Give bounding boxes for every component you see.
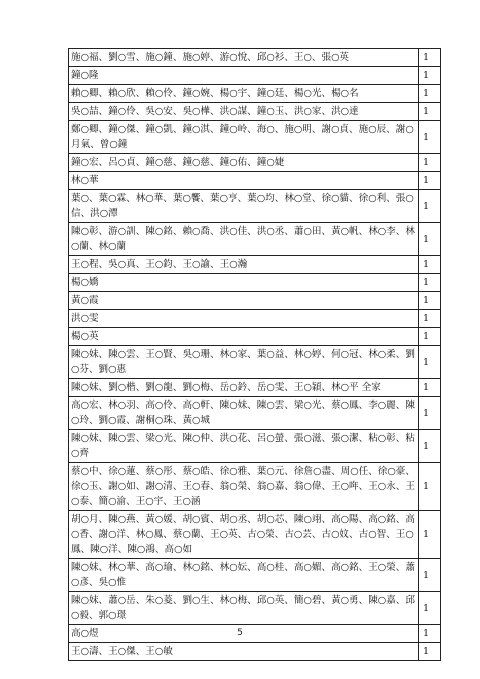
count-cell: 1 <box>419 511 441 559</box>
table-row <box>69 172 441 190</box>
count-cell: 1 <box>419 559 441 592</box>
count-cell: 1 <box>419 292 441 310</box>
table-row <box>69 328 441 346</box>
names-cell: 高○宏、林○羽、高○伶、高○軒、陳○妹、陳○雲、梁○光、蔡○鳳、李○麗、陳○玲、劉○霞、謝桐○珠、黃○城 <box>69 397 419 430</box>
table-row <box>69 430 441 463</box>
table-row <box>69 379 441 397</box>
names-cell: 黃○霞 <box>69 292 419 310</box>
names-cell: 鐘○隆 <box>69 67 419 85</box>
count-cell: 1 <box>419 592 441 625</box>
table-row <box>69 643 441 661</box>
count-cell: 1 <box>419 49 441 67</box>
table-row <box>69 592 441 625</box>
names-cell: 楊○嬌 <box>69 274 419 292</box>
names-cell: 施○福、劉○雪、施○鐘、施○婷、游○悅、邱○衫、王○、張○英 <box>69 49 419 67</box>
table-row <box>69 256 441 274</box>
table-row <box>69 310 441 328</box>
names-cell: 陳○妹、陳○雲、王○賢、吳○珊、林○家、葉○益、林○婷、何○冠、林○柔、劉○芬、劉○惠 <box>69 346 419 379</box>
names-cell: 林○華 <box>69 172 419 190</box>
count-cell: 1 <box>419 379 441 397</box>
count-cell: 1 <box>419 643 441 661</box>
count-cell: 1 <box>419 223 441 256</box>
names-cell: 高○煜 <box>69 625 419 643</box>
table-row <box>69 85 441 103</box>
count-cell: 1 <box>419 190 441 223</box>
count-cell: 1 <box>419 256 441 274</box>
count-cell: 1 <box>419 274 441 292</box>
table-row <box>69 223 441 256</box>
names-cell: 胡○月、陳○燕、黃○媛、胡○賓、胡○丞、胡○芯、陳○翊、高○陽、高○銘、高○香、謝○洋、林○鳳、蔡○蘭、王○英、古○榮、古○芸、古○妏、古○智、王○鳳、陳○洋、陳○鴻、高○如 <box>69 511 419 559</box>
count-cell: 1 <box>419 310 441 328</box>
names-cell: 賴○卿、賴○欣、賴○伶、鐘○婉、楊○宇、鐘○廷、楊○光、楊○名 <box>69 85 419 103</box>
names-cell: 蔡○中、徐○蓮、蔡○彤、蔡○皓、徐○雅、葉○元、徐詹○盡、周○任、徐○豪、徐○玉、謝○如、謝○清、王○春、翁○榮、翁○嘉、翁○偉、王○哖、王○永、王○泰、簡○渝、王○宇、王○涵 <box>69 463 419 511</box>
names-table-body <box>69 49 441 661</box>
names-cell: 鐘○宏、呂○貞、鐘○慈、鐘○慈、鐘○佑、鐘○婕 <box>69 154 419 172</box>
count-cell: 1 <box>419 430 441 463</box>
page-number: 5 <box>237 628 243 638</box>
count-cell: 1 <box>419 85 441 103</box>
names-cell: 王○濤、王○傑、王○敏 <box>69 643 419 661</box>
count-cell: 1 <box>419 397 441 430</box>
table-row <box>69 292 441 310</box>
count-cell: 1 <box>419 463 441 511</box>
names-cell: 吳○喆、鐘○伶、吳○安、吳○樺、洪○謀、鐘○玉、洪○家、洪○達 <box>69 103 419 121</box>
table-row <box>69 154 441 172</box>
names-cell: 王○程、吳○真、王○鈞、王○諭、王○瀚 <box>69 256 419 274</box>
table-row <box>69 397 441 430</box>
count-cell: 1 <box>419 346 441 379</box>
table-row <box>69 121 441 154</box>
names-cell: 陳○妹、陳○雲、梁○光、陳○仲、洪○花、呂○螢、張○滋、張○潔、粘○彰、粘○齊 <box>69 430 419 463</box>
table-row <box>69 67 441 85</box>
table-row <box>69 103 441 121</box>
names-cell: 陳○妹、林○華、高○瑜、林○銘、林○妘、高○桂、高○媚、高○銘、王○榮、蕭○彥、吳○惟 <box>69 559 419 592</box>
names-cell: 葉○、葉○霖、林○華、葉○饗、葉○亨、葉○均、林○堂、徐○貓、徐○利、張○信、洪○潭 <box>69 190 419 223</box>
names-cell: 楊○英 <box>69 328 419 346</box>
count-cell: 1 <box>419 625 441 643</box>
table-row <box>69 559 441 592</box>
table-row <box>69 346 441 379</box>
table-row <box>69 190 441 223</box>
table-row <box>69 49 441 67</box>
table-row <box>69 274 441 292</box>
names-cell: 陳○妹、劉○楷、劉○龍、劉○梅、岳○鈐、岳○雯、王○穎、林○平 全家 <box>69 379 419 397</box>
count-cell: 1 <box>419 67 441 85</box>
count-cell: 1 <box>419 328 441 346</box>
count-cell: 1 <box>419 172 441 190</box>
count-cell: 1 <box>419 121 441 154</box>
table-row <box>69 463 441 511</box>
count-cell: 1 <box>419 103 441 121</box>
names-cell: 陳○彰、游○訓、陳○銘、賴○喬、洪○佳、洪○丞、蕭○田、黃○帆、林○李、林○蘭、林○蘭 <box>69 223 419 256</box>
names-cell: 陳○妹、蕭○岳、朱○菱、劉○生、林○梅、邱○英、簡○碧、黃○勇、陳○嘉、邱○毅、郭○璟 <box>69 592 419 625</box>
table-row <box>69 511 441 559</box>
names-table <box>68 48 441 661</box>
count-cell: 1 <box>419 154 441 172</box>
names-cell: 鄭○卿、鐘○傑、鐘○凱、鐘○淇、鐘○岭、海○、施○明、謝○貞、施○辰、謝○月氣、曾○鐘 <box>69 121 419 154</box>
names-cell: 洪○雯 <box>69 310 419 328</box>
